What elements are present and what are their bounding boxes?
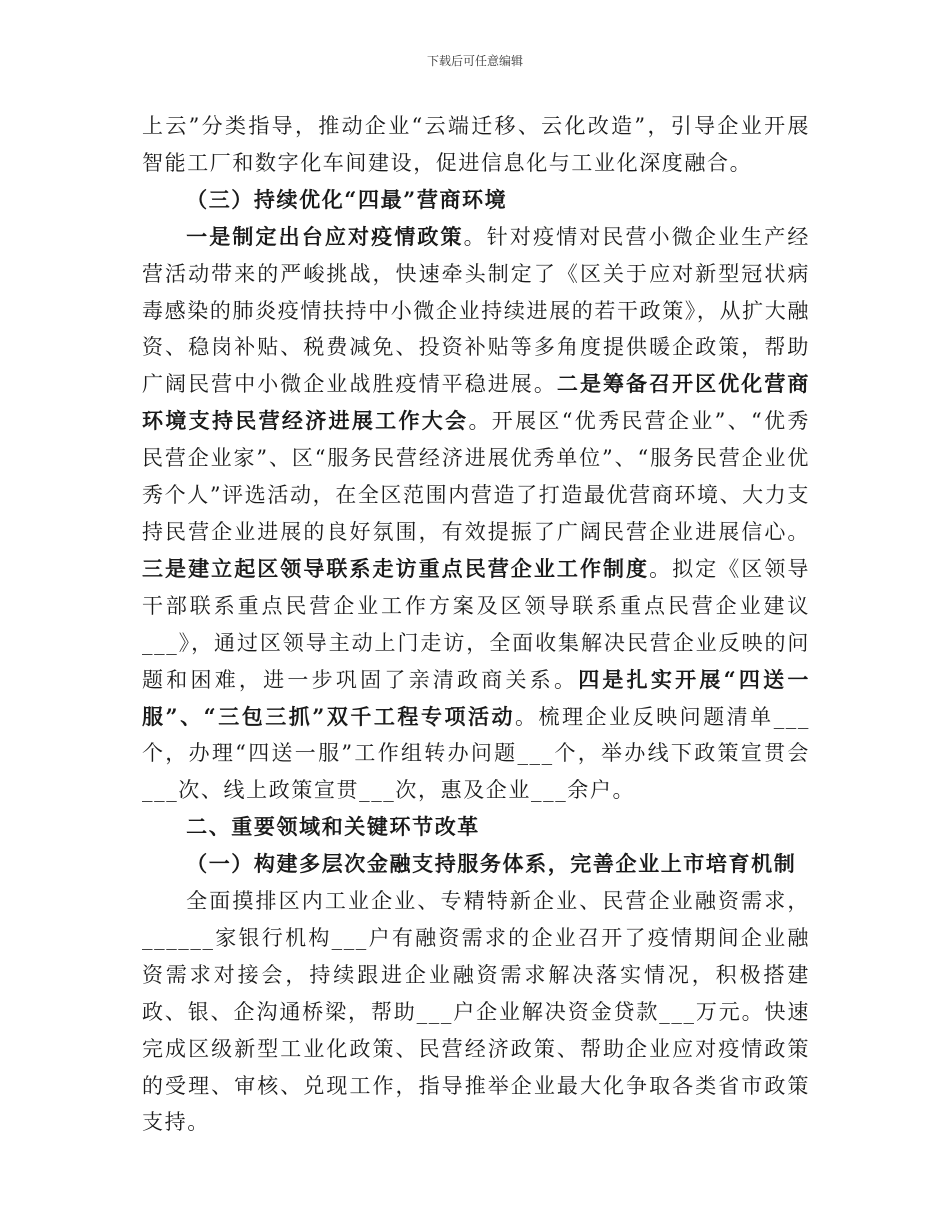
section-heading-key-reforms: 二、重要领域和关键环节改革 bbox=[186, 814, 480, 840]
subsection-heading-financial-support: （一）构建多层次金融支持服务体系，完善企业上市培育机制 bbox=[186, 851, 797, 877]
point-four-text: 。梳理企业反映问题清单___个，办理“四送一服”工作组转办问题___个，举办线下政策宣贯会___次、线上政策宣贯___次，惠及企业___余户。 bbox=[142, 704, 810, 803]
point-four-title: 四是扎实开展“四送一服”、“三包三抓”双千工程专项活动 bbox=[142, 666, 810, 729]
page-header-note: 下载后可任意编辑 bbox=[426, 54, 523, 68]
paragraph-business-environment bbox=[142, 219, 810, 810]
point-one-title: 一是制定出台应对疫情政策 bbox=[186, 223, 464, 249]
point-three-title: 三是建立起区领导联系走访重点民营企业工作制度 bbox=[142, 555, 650, 581]
section-heading-business-environment: （三）持续优化“四最”营商环境 bbox=[186, 186, 508, 212]
point-one-text: 。针对疫情对民营小微企业生产经营活动带来的严峻挑战，快速牵头制定了《区关于应对新型冠状病毒感染的肺炎疫情扶持中小微企业持续进展的若干政策》，从扩大融资、稳岗补贴、税费减免、投资补贴等多角度提供暖企政策，帮助广阔民营中小微企业战胜疫情平稳进展。 bbox=[142, 224, 811, 397]
document-body bbox=[142, 108, 810, 1141]
point-three-text: 。拟定《区领导干部联系重点民营企业工作方案及区领导联系重点民营企业建议___》，通过区领导主动上门走访，全面收集解决民营企业反映的问题和困难，进一步巩固了亲清政商关系。 bbox=[142, 556, 810, 692]
paragraph-cloud-guidance: 上云”分类指导，推动企业“云端迁移、云化改造”，引导企业开展智能工厂和数字化车间建设，促进信息化与工业化深度融合。 bbox=[142, 114, 810, 175]
point-two-title: 二是筹备召开区优化营商环境支持民营经济进展工作大会 bbox=[142, 371, 810, 434]
paragraph-financing-needs: 全面摸排区内工业企业、专精特新企业、民营企业融资需求，______家银行机构___户有融资需求的企业召开了疫情期间企业融资需求对接会，持续跟进企业融资需求解决落实情况，积极搭建政、银、企沟通桥梁，帮助___户企业解决资金贷款___万元。快速完成区级新型工业化政策、民营经济政策、帮助企业应对疫情政策的受理、审核、兑现工作，指导推举企业最大化争取各类省市政策支持。 bbox=[142, 889, 810, 1135]
point-two-text: 。开展区“优秀民营企业”、“优秀民营企业家”、区“服务民营经济进展优秀单位”、“服务民营企业优秀个人”评选活动，在全区范围内营造了打造最优营商环境、大力支持民营企业进展的良好氛围，有效提振了广阔民营企业进展信心。 bbox=[142, 409, 810, 544]
